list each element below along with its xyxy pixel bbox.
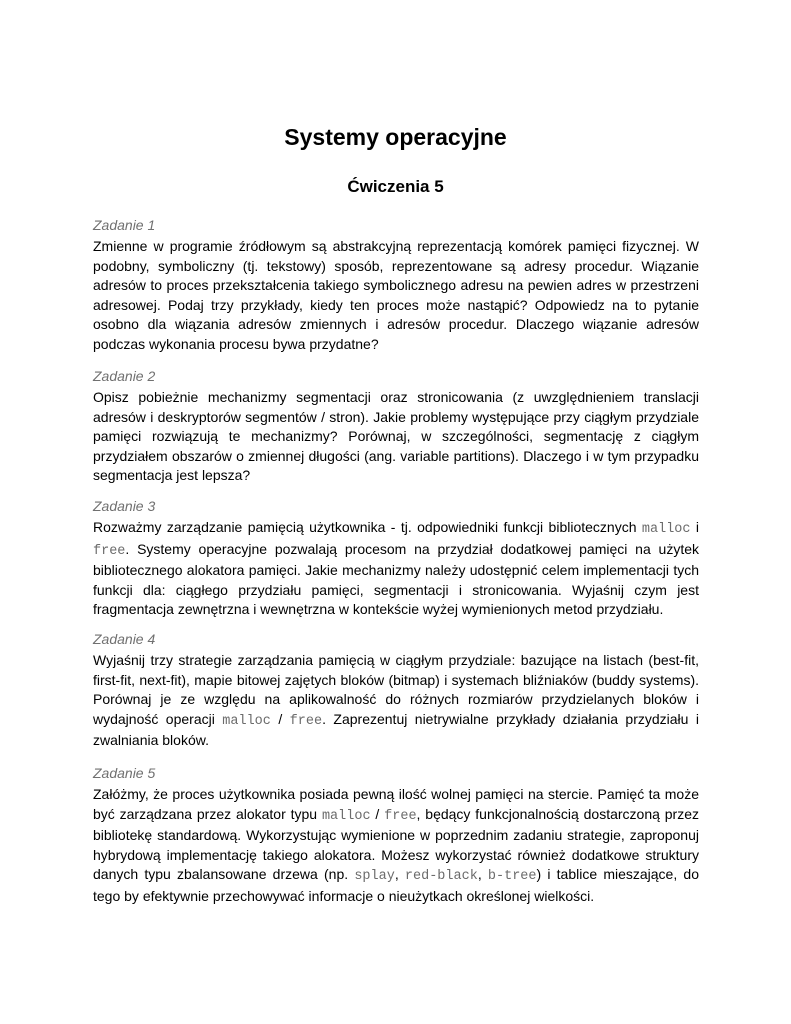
task-text-segment: , (477, 866, 488, 882)
task-text-segment: ) i tablice mieszające, do tego by efektywnie przechowywać informacje o nieużytkach określonej wielkości. (93, 866, 699, 904)
task-text-segment: , (394, 866, 405, 882)
code-snippet: malloc (222, 713, 271, 729)
task-text (93, 651, 699, 751)
code-snippet: red-black (404, 869, 478, 884)
task-text (93, 785, 699, 906)
task-label: Zadanie 2 (93, 368, 156, 384)
task-text-segment: Zmienne w programie źródłowym są abstrakcyjną reprezentacją komórek pamięci fizycznej. W podobny, symboliczny (tj. tekstowy) sposób, reprezentowane są adresy procedur. Wiązanie adresów to proces przekształcenia takiego symbolicznego adresu na pewien adres w przestrzeni adresowej. Podaj trzy przykłady, kiedy ten proces może nastąpić? Odpowiedz na to pytanie osobno dla wiązania adresów zmiennych i adresów procedur. Dlaczego wiązanie adresów podczas wykonania procesu bywa przydatne? (93, 238, 699, 352)
task-section (93, 496, 699, 620)
task-text-segment: Opisz pobieżnie mechanizmy segmentacji oraz stronicowania (z uwzględnieniem translacji adresów i deskryptorów segmentów / stron). Jakie problemy występujące przy ciągłym przydziale pamięci rozwiązują te mechanizmy? Porównaj, w szczególności, segmentację z ciągłym przydziałem obszarów o zmiennej długości (ang. variable partitions). Dlaczego i w tym przypadku segmentacja jest lepsza? (93, 389, 699, 483)
code-snippet: b-tree (487, 869, 537, 884)
task-text (93, 388, 699, 486)
task-text-segment: / (370, 805, 385, 822)
code-snippet: splay (354, 869, 395, 884)
task-text-segment: Załóżmy, że proces użytkownika posiada pewną ilość wolnej pamięci na stercie. Pamięć ta może być zarządzana przez alokator typu (93, 786, 699, 822)
code-snippet: free (384, 808, 417, 824)
task-label: Zadanie 4 (93, 631, 156, 647)
task-text-segment: . Systemy operacyjne pozwalają procesom na przydział dodatkowej pamięci na użytek bibliotecznego alokatora pamięci. Jakie mechanizmy należy udostępnić celem implementacji tych funkcji dla: ciągłego przydziału pamięci, segmentacji i stronicowania. Wyjaśnij czym jest fragmentacja zewnętrzna i wewnętrzna w kontekście wyżej wymienionych metod przydziału. (93, 540, 699, 617)
task-text-segment: , będący funkcjonalnością dostarczoną przez bibliotekę standardową. Wykorzystując wymienione w poprzednim zadaniu strategie, zaproponuj hybrydową implementację takiego alokatora. Możesz wykorzystać również dodatkowe struktury danych typu zbalansowane drzewa (np. (93, 805, 699, 882)
code-snippet: malloc (641, 522, 691, 537)
task-text-segment: / (270, 710, 290, 727)
task-text (93, 518, 699, 620)
task-section (93, 366, 699, 486)
task-section (93, 215, 699, 354)
task-text-segment: Wyjaśnij trzy strategie zarządzania pamięcią w ciągłym przydziale: bazujące na listach (best-fit, first-fit, next-fit), mapie bitowej zajętych bloków (bitmap) i systemach bliźniaków (buddy systems). Porównaj je ze względu na aplikowalność do różnych rozmiarów przydzielanych bloków i wydajność operacji (93, 652, 699, 727)
task-text-segment: i (690, 519, 700, 535)
task-text-segment: . Zaprezentuj nietrywialne przykłady działania przydziału i zwalniania bloków. (93, 710, 699, 748)
task-section (93, 763, 699, 906)
task-label: Zadanie 3 (93, 498, 156, 514)
task-label: Zadanie 1 (93, 217, 156, 233)
code-snippet: malloc (321, 808, 371, 824)
document-subtitle: Ćwiczenia 5 (347, 177, 444, 196)
document-title: Systemy operacyjne (284, 124, 507, 150)
task-label: Zadanie 5 (93, 765, 156, 781)
task-section (93, 629, 699, 751)
code-snippet: free (289, 713, 323, 729)
task-text (93, 237, 699, 354)
code-snippet: free (93, 543, 126, 559)
task-text-segment: Rozważmy zarządzanie pamięcią użytkownika - tj. odpowiedniki funkcji bibliotecznych (93, 519, 642, 535)
